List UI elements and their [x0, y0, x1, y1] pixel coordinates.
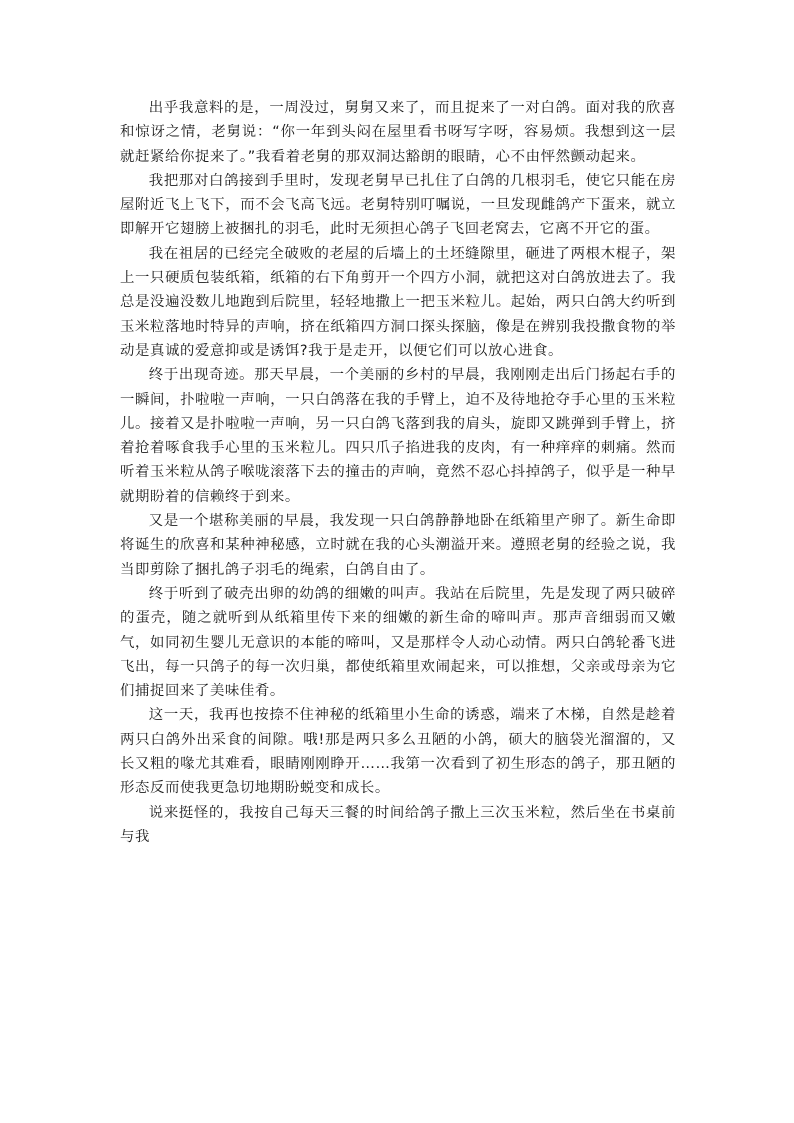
paragraph: 我在祖居的已经完全破败的老屋的后墙上的土坯缝隙里，砸进了两根木棍子，架上一只硬质包装纸箱，纸箱的右下角剪开一个四方小洞，就把这对白鸽放进去了。我总是没遍没数儿地跑到后院里，轻轻地撒上一把玉米粒儿。起始，两只白鸽大约听到玉米粒落地时特异的声响，挤在纸箱四方洞口探头探脑，像是在辨别我投撒食物的举动是真诚的爱意抑或是诱饵?我于是走开，以便它们可以放心进食。: [120, 245, 676, 359]
paragraph: 又是一个堪称美丽的早晨，我发现一只白鸽静静地卧在纸箱里产卵了。新生命即将诞生的欣喜和某种神秘感，立时就在我的心头潮溢开来。遵照老舅的经验之说，我当即剪除了捆扎鸽子羽毛的绳索，白鸽自由了。: [120, 513, 676, 578]
paragraph: 这一天，我再也按捺不住神秘的纸箱里小生命的诱惑，端来了木梯，自然是趁着两只白鸽外出采食的间隙。哦!那是两只多么丑陋的小鸽，硕大的脑袋光溜溜的，又长又粗的喙尤其难看，眼睛刚刚睁开……我第一次看到了初生形态的鸽子，那丑陋的形态反而使我更急切地期盼蜕变和成长。: [120, 707, 676, 797]
paragraph: 终于出现奇迹。那天早晨，一个美丽的乡村的早晨，我刚刚走出后门扬起右手的一瞬间，扑啦啦一声响，一只白鸽落在我的手臂上，迫不及待地抢夺手心里的玉米粒儿。接着又是扑啦啦一声响，另一只白鸽飞落到我的肩头，旋即又跳弹到手臂上，挤着抢着啄食我手心里的玉米粒儿。四只爪子掐进我的皮肉，有一种痒痒的刺痛。然而听着玉米粒从鸽子喉咙滚落下去的撞击的声响，竟然不忍心抖掉鸽子，似乎是一种早就期盼着的信赖终于到来。: [120, 367, 676, 505]
paragraph: 我把那对白鸽接到手里时，发现老舅早已扎住了白鸽的几根羽毛，使它只能在房屋附近飞上飞下，而不会飞高飞远。老舅特别叮嘱说，一旦发现雌鸽产下蛋来，就立即解开它翅膀上被捆扎的羽毛，此时无须担心鸽子飞回老窝去，它离不开它的蛋。: [120, 172, 676, 238]
paragraph: 出乎我意料的是，一周没过，舅舅又来了，而且捉来了一对白鸽。面对我的欣喜和惊讶之情，老舅说：“你一年到头闷在屋里看书呀写字呀，容易烦。我想到这一层就赶紧给你捉来了。”我看着老舅的那双洞达豁朗的眼睛，心不由怦然颤动起来。: [120, 100, 676, 165]
document-body: [120, 96, 676, 849]
paragraph: 终于听到了破壳出卵的幼鸽的细嫩的叫声。我站在后院里，先是发现了两只破碎的蛋壳，随之就听到从纸箱里传下来的细嫩的新生命的啼叫声。那声音细弱而又嫩气，如同初生婴儿无意识的本能的啼叫，又是那样令人动心动情。两只白鸽轮番飞进飞出，每一只鸽子的每一次归巢，都使纸箱里欢闹起来，可以推想，父亲或母亲为它们捕捉回来了美味佳肴。: [120, 585, 676, 700]
paragraph: 说来挺怪的，我按自己每天三餐的时间给鸽子撒上三次玉米粒，然后坐在书桌前与我: [120, 804, 676, 845]
